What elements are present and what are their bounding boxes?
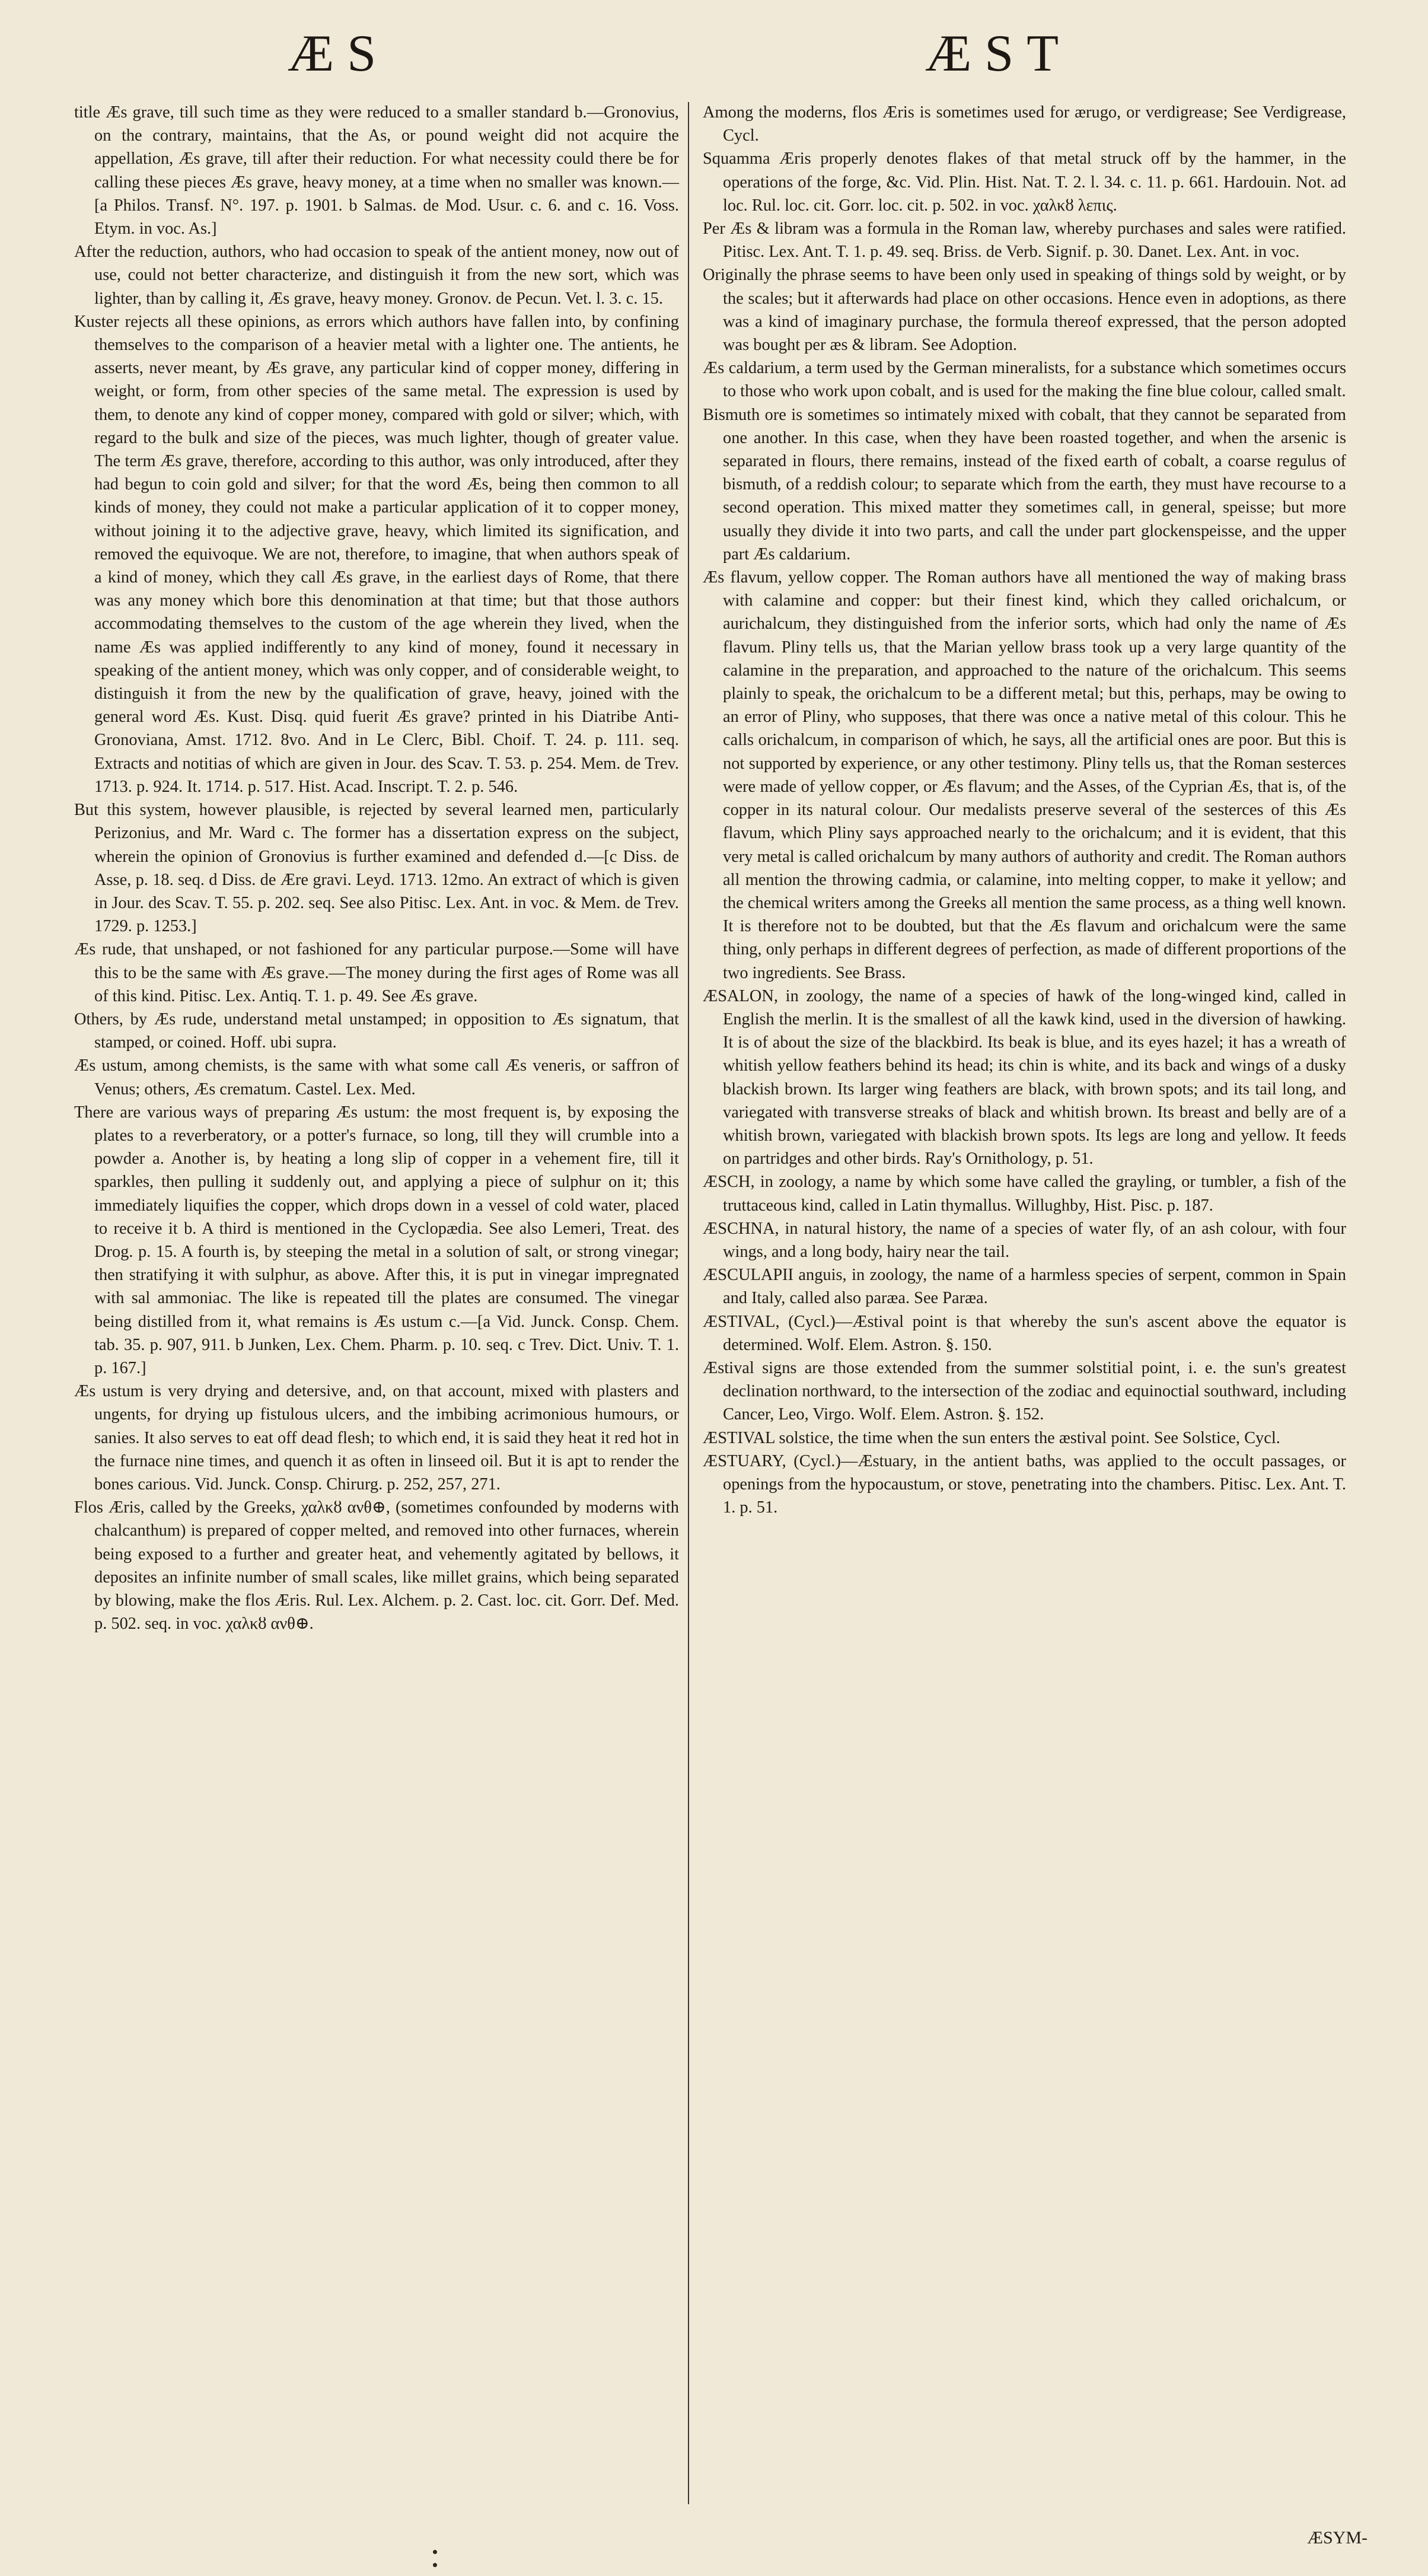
right-column: [703, 101, 1346, 1519]
running-head-left: ÆS: [288, 25, 390, 82]
catchword: ÆSYM-: [1307, 2528, 1368, 2548]
paragraph: Æs flavum, yellow copper. The Roman authors have all mentioned the way of making brass with calamine and copper: but their finest kind, which they called orichalcum, or aurichalcum, they distinguished from the inferior sorts, which had only the name of Æs flavum. Pliny tells us, that the Marian yellow brass took up a very large quantity of the calamine in the preparation, and approached to the nature of the orichalcum. This seems plainly to speak, the orichalcum to be a different metal; but this, perhaps, may be owing to an error of Pliny, who supposes, that there was once a native metal of this colour. This he calls orichalcum, in comparison of which, he says, all the artificial ones are poor. But this is not supported by experience, or any other testimony. Pliny tells us, that the Roman sesterces were made of yellow copper, or Æs flavum; and the Asses, of the Cyprian Æs, that is, of the copper in its natural colour. Our medalists preserve several of the sesterces of this Æs flavum, which Pliny says approached nearly to the orichalcum; and it is evident, that this very metal is called orichalcum by many authors of authority and credit. The Roman authors all mention the throwing cadmia, or calamine, into melting copper, to make it yellow; and the chemical writers among the Greeks all mention the same process, as a thing well known. It is therefore not to be doubted, but that the Æs flavum and orichalcum were the same thing, only perhaps in different degrees of perfection, as made of different proportions of the two ingredients. See Brass.: [703, 568, 1346, 982]
paragraph: Bismuth ore is sometimes so intimately mixed with cobalt, that they cannot be separated from one another. In this case, when they have been roasted together, and when the arsenic is separated in flours, there remains, instead of the fixed earth of cobalt, a coarse regulus of bismuth, of a reddish colour; to separate which from the earth, they must have recourse to a second operation. This mixed matter they sometimes call, in general, speisse; but more usually they divide it into two parts, and call the under part glockenspeisse, and the upper part Æs caldarium.: [703, 405, 1346, 563]
paragraph: After the reduction, authors, who had occasion to speak of the antient money, now out of use, could not better characterize, and distinguish it from the new sort, which was lighter, than by calling it, Æs grave, heavy money. Gronov. de Pecun. Vet. l. 3. c. 15.: [74, 243, 679, 308]
paragraph: ÆSTUARY, (Cycl.)—Æstuary, in the antient baths, was applied to the occult passages, or openings from the hypocaustum, or stove, penetrating into the chambers. Pitisc. Lex. Ant. T. 1. p. 51.: [703, 1451, 1346, 1517]
dot: [433, 2563, 437, 2567]
paragraph: Kuster rejects all these opinions, as errors which authors have fallen into, by confining themselves to the comparison of a heavier metal with a lighter one. The antients, he asserts, never meant, by Æs grave, any particular kind of copper money, differing in weight, or form, from other species of the same metal. The expression is used by them, to denote any kind of copper money, compared with gold or silver; which, with regard to the bulk and size of the pieces, was much lighter, though of greater value. The term Æs grave, therefore, according to this author, was only introduced, after they had begun to coin gold and silver; for that the word Æs, being then common to all kinds of money, they could not make a particular application of it to copper money, without joining it to the adjective grave, heavy, which limited its signification, and removed the equivoque. We are not, therefore, to imagine, that when authors speak of a kind of money, which they call Æs grave, in the earliest days of Rome, that there was any money which bore this denomination at that time; but that those authors accommodating themselves to the custom of the age wherein they lived, when the name Æs was applied indifferently to any kind of money, found it necessary in speaking of the antient money, which was only copper, and of considerable weight, to distinguish it from the new by the qualification of grave, heavy, joined with the general word Æs. Kust. Disq. quid fuerit Æs grave? printed in his Diatribe Anti-Gronoviana, Amst. 1712. 8vo. And in Le Clerc, Bibl. Choif. T. 24. p. 111. seq. Extracts and notitias of which are given in Jour. des Scav. T. 53. p. 254. Mem. de Trev. 1713. p. 924. It. 1714. p. 517. Hist. Acad. Inscript. T. 2. p. 546.: [74, 312, 679, 796]
paragraph: ÆSALON, in zoology, the name of a species of hawk of the long-winged kind, called in English the merlin. It is the smallest of all the kawk kind, used in the diversion of hawking. It is of about the size of the blackbird. Its beak is blue, and its eyes hazel; it has a wreath of whitish yellow feathers behind its head; its chin is white, and its back and wings of a dusky blackish brown. Its larger wing feathers are black, with brown spots; and its tail long, and variegated with transverse streaks of black and whitish brown. Its breast and belly are of a whitish brown, variegated with blackish brown spots. Its legs are long and yellow. It feeds on partridges and other birds. Ray's Ornithology, p. 51.: [703, 986, 1346, 1168]
paragraph: Among the moderns, flos Æris is sometimes used for ærugo, or verdigrease; See Verdigrease, Cycl.: [703, 103, 1346, 145]
paragraph: title Æs grave, till such time as they were reduced to a smaller standard b.—Gronovius, on the contrary, maintains, that the As, or pound weight did not acquire the appellation, Æs grave, till after their reduction. For what necessity could there be for calling these pieces Æs grave, heavy money, at a time when no smaller was known.—[a Philos. Transf. N°. 197. p. 1901. b Salmas. de Mod. Usur. c. 6. and c. 16. Voss. Etym. in voc. As.]: [74, 103, 679, 238]
paragraph: Æs caldarium, a term used by the German mineralists, for a substance which sometimes occurs to those who work upon cobalt, and is used for the making the fine blue colour, called smalt.: [703, 359, 1346, 401]
dot: [433, 2550, 437, 2554]
paragraph: ÆSTIVAL, (Cycl.)—Æstival point is that whereby the sun's ascent above the equator is determined. Wolf. Elem. Astron. §. 150.: [703, 1312, 1346, 1354]
paragraph: Flos Æris, called by the Greeks, χαλκȣ ανθ⊕, (sometimes confounded by moderns with chalcanthum) is prepared of copper melted, and removed into other furnaces, wherein being exposed to a further and greater heat, and vehemently agitated by bellows, it deposites an infinite number of small scales, like millet grains, which being separated by blowing, make the flos Æris. Rul. Lex. Alchem. p. 2. Cast. loc. cit. Gorr. Def. Med. p. 502. seq. in voc. χαλκȣ ανθ⊕.: [74, 1498, 679, 1634]
signature-mark: [427, 2548, 445, 2571]
paragraph: Æs ustum is very drying and detersive, and, on that account, mixed with plasters and ungents, for drying up fistulous ulcers, and the imbibing acrimonious humours, or sanies. It also serves to eat off dead flesh; to which end, it is said they heat it red hot in the furnace nine times, and quench it as often in linseed oil. But it is apt to render the bones carious. Vid. Junck. Consp. Chirurg. p. 252, 257, 271.: [74, 1382, 679, 1494]
paragraph: Others, by Æs rude, understand metal unstamped; in opposition to Æs signatum, that stamped, or coined. Hoff. ubi supra.: [74, 1010, 679, 1052]
paragraph: Originally the phrase seems to have been only used in speaking of things sold by weight, or by the scales; but it afterwards had place on other occasions. Hence even in adoptions, as there was a kind of imaginary purchase, the formula thereof expressed, that the person adopted was bought per æs & libram. See Adoption.: [703, 266, 1346, 355]
paragraph: Æs rude, that unshaped, or not fashioned for any particular purpose.—Some will have this to be the same with Æs grave.—The money during the first ages of Rome was all of this kind. Pitisc. Lex. Antiq. T. 1. p. 49. See Æs grave.: [74, 940, 679, 1005]
paragraph: Per Æs & libram was a formula in the Roman law, whereby purchases and sales were ratified. Pitisc. Lex. Ant. T. 1. p. 49. seq. Briss. de Verb. Signif. p. 30. Danet. Lex. Ant. in voc.: [703, 219, 1346, 262]
paragraph: ÆSCULAPII anguis, in zoology, the name of a harmless species of serpent, common in Spain and Italy, called also paræa. See Paræa.: [703, 1266, 1346, 1308]
running-head-right: ÆST: [925, 25, 1072, 82]
left-column: [74, 101, 679, 1635]
column-rule: [688, 102, 689, 2504]
paragraph: But this system, however plausible, is rejected by several learned men, particularly Perizonius, and Mr. Ward c. The former has a dissertation express on the subject, wherein the opinion of Gronovius is further examined and defended d.—[c Diss. de Asse, p. 18. seq. d Diss. de Ære gravi. Leyd. 1713. 12mo. An extract of which is given in Jour. des Scav. T. 55. p. 202. seq. See also Pitisc. Lex. Ant. in voc. & Mem. de Trev. 1729. p. 1253.]: [74, 801, 679, 936]
paragraph: Æstival signs are those extended from the summer solstitial point, i. e. the sun's greatest declination northward, to the intersection of the zodiac and equinoctial southward, including Cancer, Leo, Virgo. Wolf. Elem. Astron. §. 152.: [703, 1358, 1346, 1424]
paragraph: Æs ustum, among chemists, is the same with what some call Æs veneris, or saffron of Venus; others, Æs crematum. Castel. Lex. Med.: [74, 1056, 679, 1098]
paragraph: ÆSTIVAL solstice, the time when the sun enters the æstival point. See Solstice, Cycl.: [703, 1428, 1280, 1447]
paragraph: ÆSCHNA, in natural history, the name of a species of water fly, of an ash colour, with four wings, and a long body, hairy near the tail.: [703, 1219, 1346, 1261]
paragraph: Squamma Æris properly denotes flakes of that metal struck off by the hammer, in the operations of the forge, &c. Vid. Plin. Hist. Nat. T. 2. l. 34. c. 11. p. 661. Hardouin. Not. ad loc. Rul. loc. cit. Gorr. loc. cit. p. 502. in voc. χαλκȣ λεπις.: [703, 149, 1346, 215]
paragraph: There are various ways of preparing Æs ustum: the most frequent is, by exposing the plates to a reverberatory, or a potter's furnace, so long, till they will crumble into a powder a. Another is, by heating a long slip of copper in a vehement fire, till it sparkles, then pulling it suddenly out, and applying a piece of sulphur on it; this immediately liquifies the copper, which drops down in a vessel of cold water, placed to receive it b. A third is mentioned in the Cyclopædia. See also Lemeri, Treat. des Drog. p. 15. A fourth is, by steeping the metal in a solution of salt, or strong vinegar; then stratifying it with sulphur, as above. After this, it is put in vinegar impregnated with sal ammoniac. The like is repeated till the plates are consumed. The vinegar being distilled from it, what remains is Æs ustum c.—[a Vid. Junck. Consp. Chem. tab. 35. p. 907, 911. b Junken, Lex. Chem. Pharm. p. 10. seq. c Trev. Dict. Univ. T. 1. p. 167.]: [74, 1103, 679, 1377]
paragraph: ÆSCH, in zoology, a name by which some have called the grayling, or tumbler, a fish of the truttaceous kind, called in Latin thymallus. Willughby, Hist. Pisc. p. 187.: [703, 1173, 1346, 1215]
